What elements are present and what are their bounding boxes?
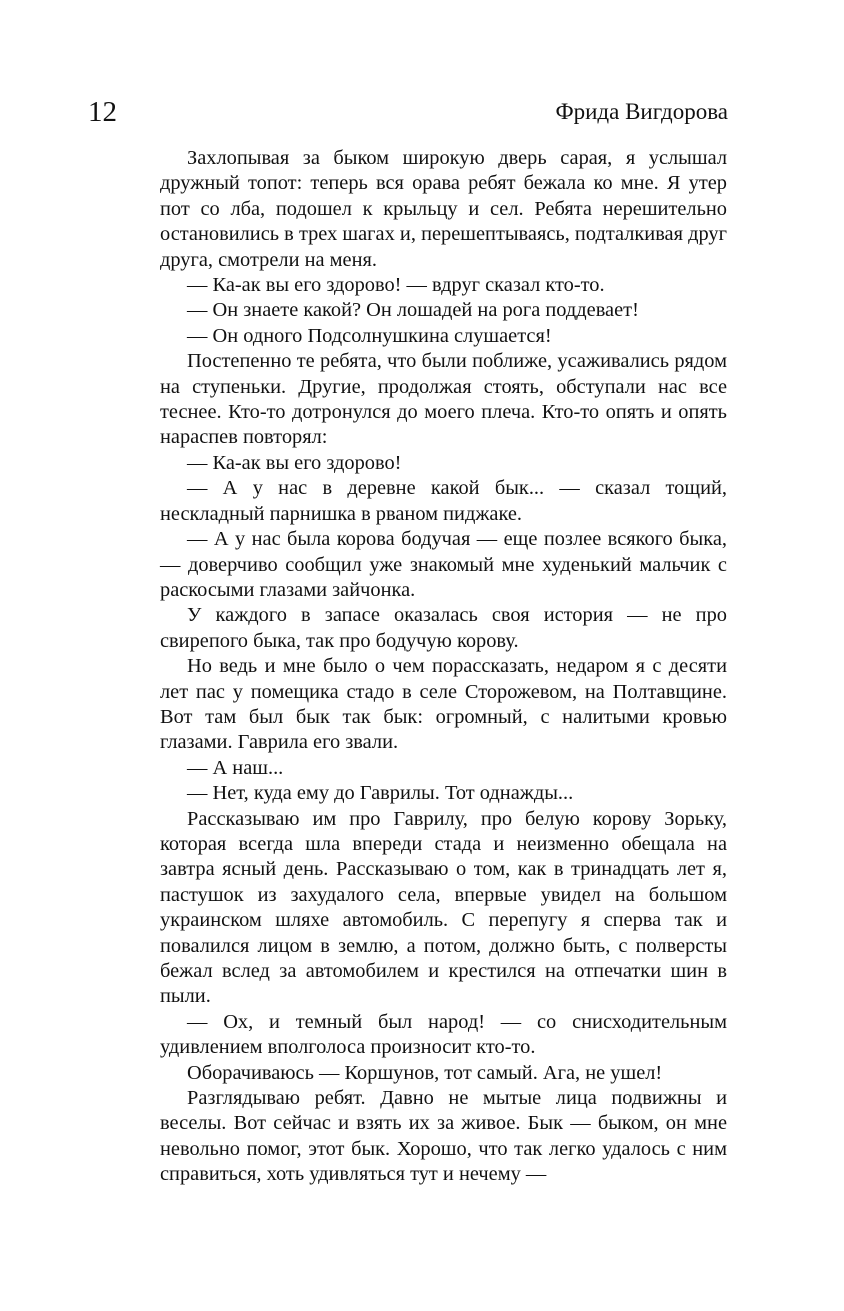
paragraph: — А у нас в деревне какой бык... — сказал тощий, нескладный парнишка в рваном пиджаке. xyxy=(160,477,727,525)
paragraph: — А наш... xyxy=(187,756,284,779)
paragraph: — А у нас была корова бодучая — еще позлее всякого быка, — доверчиво сообщил уже знакомый мне худенький мальчик с раскосыми глазами зайчонка. xyxy=(160,528,727,601)
paragraph: — Ка-ак вы его здорово! — вдруг сказал кто-то. xyxy=(187,274,605,297)
paragraph: Разглядываю ребят. Давно не мытые лица подвижны и веселы. Вот сейчас и взять их за живое. Бык — быком, он мне невольно помог, этот бык. Хорошо, что так легко удалось с ним справиться, хоть удивляться тут и нечему — xyxy=(160,1087,727,1186)
running-head xyxy=(88,95,728,129)
paragraph: Рассказываю им про Гаврилу, про белую корову Зорьку, которая всегда шла впереди стада и неизменно обещала на завтра ясный день. Рассказываю о том, как в тринадцать лет я, пастушок из захудалого села, впервые увидел на большом украинском шляхе автомобиль. С перепугу я сперва так и повалился лицом в землю, а потом, должно быть, с полверсты бежал вслед за автомобилем и крестился на отпечатки шин в пыли. xyxy=(160,807,727,1008)
page-number: 12 xyxy=(88,96,117,128)
paragraph: Но ведь и мне было о чем порассказать, недаром я с десяти лет пас у помещика стадо в селе Сторожевом, на Полтавщине. Вот там был бык так бык: огромный, с налитыми кровью глазами. Гаврила его звали. xyxy=(160,655,727,754)
paragraph: — Он знаете какой? Он лошадей на рога поддевает! xyxy=(187,299,639,322)
paragraph: У каждого в запасе оказалась своя история — не про свирепого быка, так про бодучую корову. xyxy=(160,604,727,652)
paragraph: Захлопывая за быком широкую дверь сарая, я услышал дружный топот: теперь вся орава ребят бежала ко мне. Я утер пот со лба, подошел к крыльцу и сел. Ребята нерешительно остановились в трех шагах и, перешептываясь, подталкивая друг друга, смотрели на меня. xyxy=(160,147,727,271)
paragraph: Оборачиваюсь — Коршунов, тот самый. Ага, не ушел! xyxy=(187,1061,663,1084)
paragraph: — Ка-ак вы его здорово! xyxy=(187,451,402,474)
paragraph: — Он одного Подсолнушкина слушается! xyxy=(187,324,552,347)
paragraph: — Ох, и темный был народ! — со снисходительным удивлением вполголоса произносит кто-то. xyxy=(160,1010,727,1059)
body-text xyxy=(160,146,727,1188)
paragraph: Постепенно те ребята, что были поближе, усаживались рядом на ступеньки. Другие, продолжая стоять, обступали нас все теснее. Кто-то дотронулся до моего плеча. Кто-то опять и опять нараспев повторял: xyxy=(160,350,727,449)
paragraph: — Нет, куда ему до Гаврилы. Тот однажды... xyxy=(187,782,574,805)
running-head-author: Фрида Вигдорова xyxy=(555,99,728,124)
